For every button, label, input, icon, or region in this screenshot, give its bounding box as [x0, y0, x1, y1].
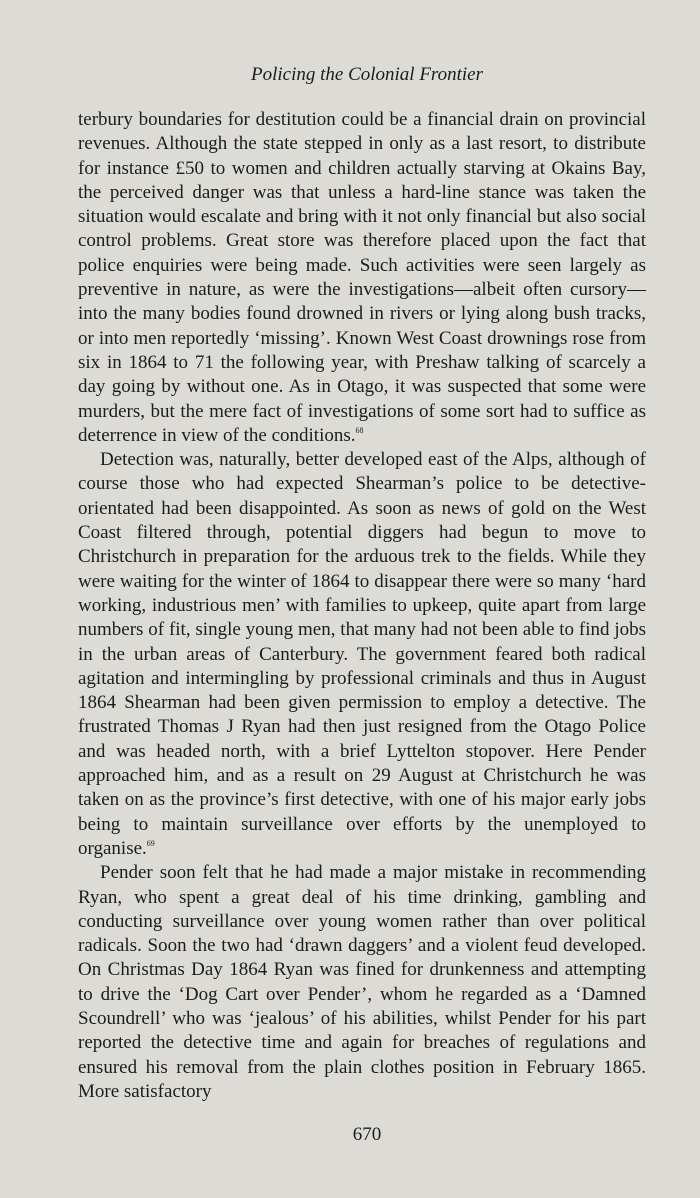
paragraph	[78, 108, 646, 448]
footnote-marker[interactable]: 69	[146, 838, 155, 848]
paragraph	[78, 861, 646, 1104]
body-text	[78, 108, 646, 1104]
page-number: 670	[352, 1124, 382, 1145]
paragraph-text: terbury boundaries for destitution could be a financial drain on provincial revenues. Although the state stepped in only as a last resort, to distribute for instance £50 to women and children actually starving at Okains Bay, the perceived danger was that unless a hard-line stance was taken the situation would escalate and bring with it not only financial but also social control problems. Great store was therefore placed upon the fact that police enquiries were being made. Such activities were seen largely as preventive in nature, as were the investigations—albeit often cursory—into the many bodies found drowned in rivers or lying along bush tracks, or into men reportedly ‘missing’. Known West Coast drownings rose from six in 1864 to 71 the following year, with Preshaw talking of scarcely a day going by without one. As in Otago, it was suspected that some were murders, but the mere fact of investigations of some sort had to suffice as deterrence in view of the conditions.	[78, 109, 646, 446]
running-head: Policing the Colonial Frontier	[250, 64, 484, 85]
paragraph-text: Pender soon felt that he had made a major mistake in recommending Ryan, who spent a great deal of his time drinking, gambling and conducting surveillance over young women rather than over political radicals. Soon the two had ‘drawn daggers’ and a violent feud developed. On Christmas Day 1864 Ryan was fined for drunkenness and attempting to drive the ‘Dog Cart over Pender’, whom he regarded as a ‘Damned Scoundrell’ who was ‘jealous’ of his abilities, whilst Pender for his part reported the detective time and again for breaches of regulations and ensured his removal from the plain clothes position in February 1865. More satisfactory	[78, 862, 646, 1102]
footnote-marker[interactable]: 68	[355, 425, 364, 435]
paragraph-text: Detection was, naturally, better developed east of the Alps, although of course those who had expected Shearman’s police to be detective-orientated had been disappointed. As soon as news of gold on the West Coast filtered through, potential diggers had begun to move to Christchurch in preparation for the arduous trek to the fields. While they were waiting for the winter of 1864 to disappear there were so many ‘hard working, industrious men’ with families to upkeep, quite apart from large numbers of fit, single young men, that many had not been able to find jobs in the urban areas of Canterbury. The government feared both radical agitation and intermingling by professional criminals and thus in August 1864 Shearman had been given permission to employ a detective. The frustrated Thomas J Ryan had then just resigned from the Otago Police and was headed north, with a brief Lyttelton stopover. Here Pender approached him, and as a result on 29 August at Christchurch he was taken on as the province’s first detective, with one of his major early jobs being to maintain surveillance over efforts by the unemployed to organise.	[78, 449, 646, 859]
paragraph	[78, 448, 646, 861]
